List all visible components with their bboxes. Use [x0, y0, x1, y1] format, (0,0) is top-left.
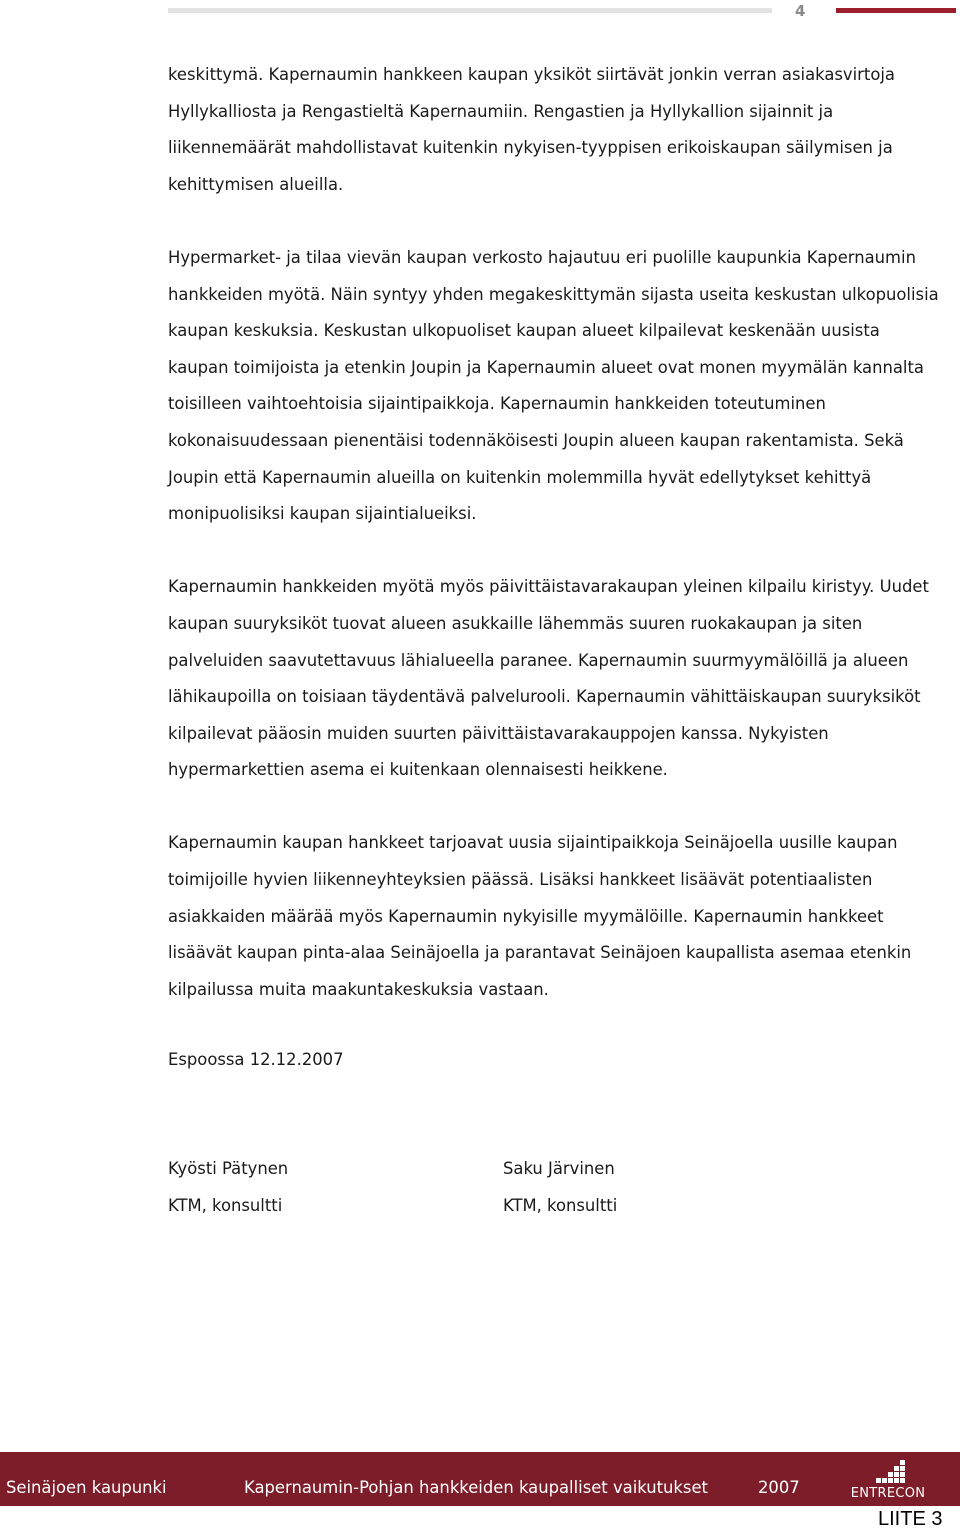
place-date: Espoossa 12.12.2007: [168, 1050, 344, 1069]
text-line: kilpailussa muita maakuntakeskuksia vastaan.: [168, 979, 549, 999]
appendix-label: LIITE 3: [878, 1508, 943, 1530]
text-line: hypermarkettien asema ei kuitenkaan olennaisesti heikkene.: [168, 760, 668, 780]
text-line: toisilleen vaihtoehtoisia sijaintipaikkoja. Kapernaumin hankkeiden toteutuminen: [168, 394, 826, 414]
text-line: liikennemäärät mahdollistavat kuitenkin nykyisen-tyyppisen erikoiskaupan säilymisen ja: [168, 138, 893, 158]
text-line: kehittymisen alueilla.: [168, 174, 344, 194]
footer-year: 2007: [758, 1478, 800, 1497]
footer-band: [0, 1452, 960, 1506]
text-line: Hyllykalliosta ja Rengastieltä Kapernaumiin. Rengastien ja Hyllykallion sijainnit ja: [168, 101, 834, 121]
text-line: palveluiden saavutettavuus lähialueella paranee. Kapernaumin suurmyymälöillä ja alueen: [168, 650, 909, 670]
signer-name: Kyösti Pätynen: [168, 1159, 289, 1178]
text-line: lähikaupoilla on toisiaan täydentävä palvelurooli. Kapernaumin vähittäiskaupan suuryksiköt: [168, 687, 921, 707]
paragraph-2: [168, 240, 953, 533]
signer-name: Saku Järvinen: [503, 1159, 615, 1178]
text-line: toimijoille hyvien liikenneyhteyksien päässä. Lisäksi hankkeet lisäävät potentiaalisten: [168, 870, 873, 890]
logo-grid-icon: [848, 1456, 928, 1486]
text-line: Kapernaumin kaupan hankkeet tarjoavat uusia sijaintipaikkoja Seinäjoella uusille kaupan: [168, 833, 898, 853]
text-line: Hypermarket- ja tilaa vievän kaupan verkosto hajautuu eri puolille kaupunkia Kapernaumin: [168, 247, 916, 267]
logo-text: ENTRECON: [850, 1486, 926, 1501]
footer-document-title: Kapernaumin-Pohjan hankkeiden kaupalliset vaikutukset: [244, 1478, 708, 1497]
header-rule: [168, 8, 772, 13]
text-line: kaupan toimijoista ja etenkin Joupin ja Kapernaumin alueet ovat monen myymälän kannalta: [168, 357, 924, 377]
body-text: [168, 57, 953, 1045]
text-line: hankkeiden myötä. Näin syntyy yhden megakeskittymän sijasta useita keskustan ulkopuolisia: [168, 284, 939, 304]
text-line: kaupan keskuksia. Keskustan ulkopuoliset kaupan alueet kilpailevat keskenään uusista: [168, 321, 880, 341]
signer-2: [503, 1151, 617, 1224]
footer-organization: Seinäjoen kaupunki: [6, 1478, 167, 1497]
text-line: keskittymä. Kapernaumin hankkeen kaupan yksiköt siirtävät jonkin verran asiakasvirtoja: [168, 65, 895, 84]
signer-title: KTM, konsultti: [168, 1195, 283, 1215]
paragraph-3: [168, 569, 953, 789]
text-line: asiakkaiden määrää myös Kapernaumin nykyisille myymälöille. Kapernaumin hankkeet: [168, 906, 884, 926]
paragraph-1: [168, 57, 953, 203]
text-line: kilpailevat pääosin muiden suurten päivittäistavarakauppojen kanssa. Nykyisten: [168, 723, 829, 743]
text-line: kokonaisuudessaan pienentäisi todennäköisesti Joupin alueen kaupan rakentamista. Sekä: [168, 430, 904, 450]
footer-text-row: [0, 1472, 960, 1506]
header-accent-rule: [836, 8, 956, 13]
text-line: kaupan suuryksiköt tuovat alueen asukkaille lähemmäs suuren ruokakaupan ja siten: [168, 613, 863, 633]
paragraph-4: [168, 825, 953, 1008]
signer-title: KTM, konsultti: [503, 1195, 618, 1215]
entrecon-logo: [848, 1456, 928, 1504]
text-line: Joupin että Kapernaumin alueilla on kuitenkin molemmilla hyvät edellytykset kehittyä: [168, 467, 872, 487]
text-line: Kapernaumin hankkeiden myötä myös päivittäistavarakaupan yleinen kilpailu kiristyy. Uudet: [168, 577, 929, 597]
text-line: lisäävät kaupan pinta-alaa Seinäjoella ja parantavat Seinäjoen kaupallista asemaa etenkin: [168, 943, 912, 963]
signer-1: [168, 1151, 288, 1224]
text-line: monipuolisiksi kaupan sijaintialueiksi.: [168, 504, 477, 524]
page-number: 4: [795, 2, 806, 20]
